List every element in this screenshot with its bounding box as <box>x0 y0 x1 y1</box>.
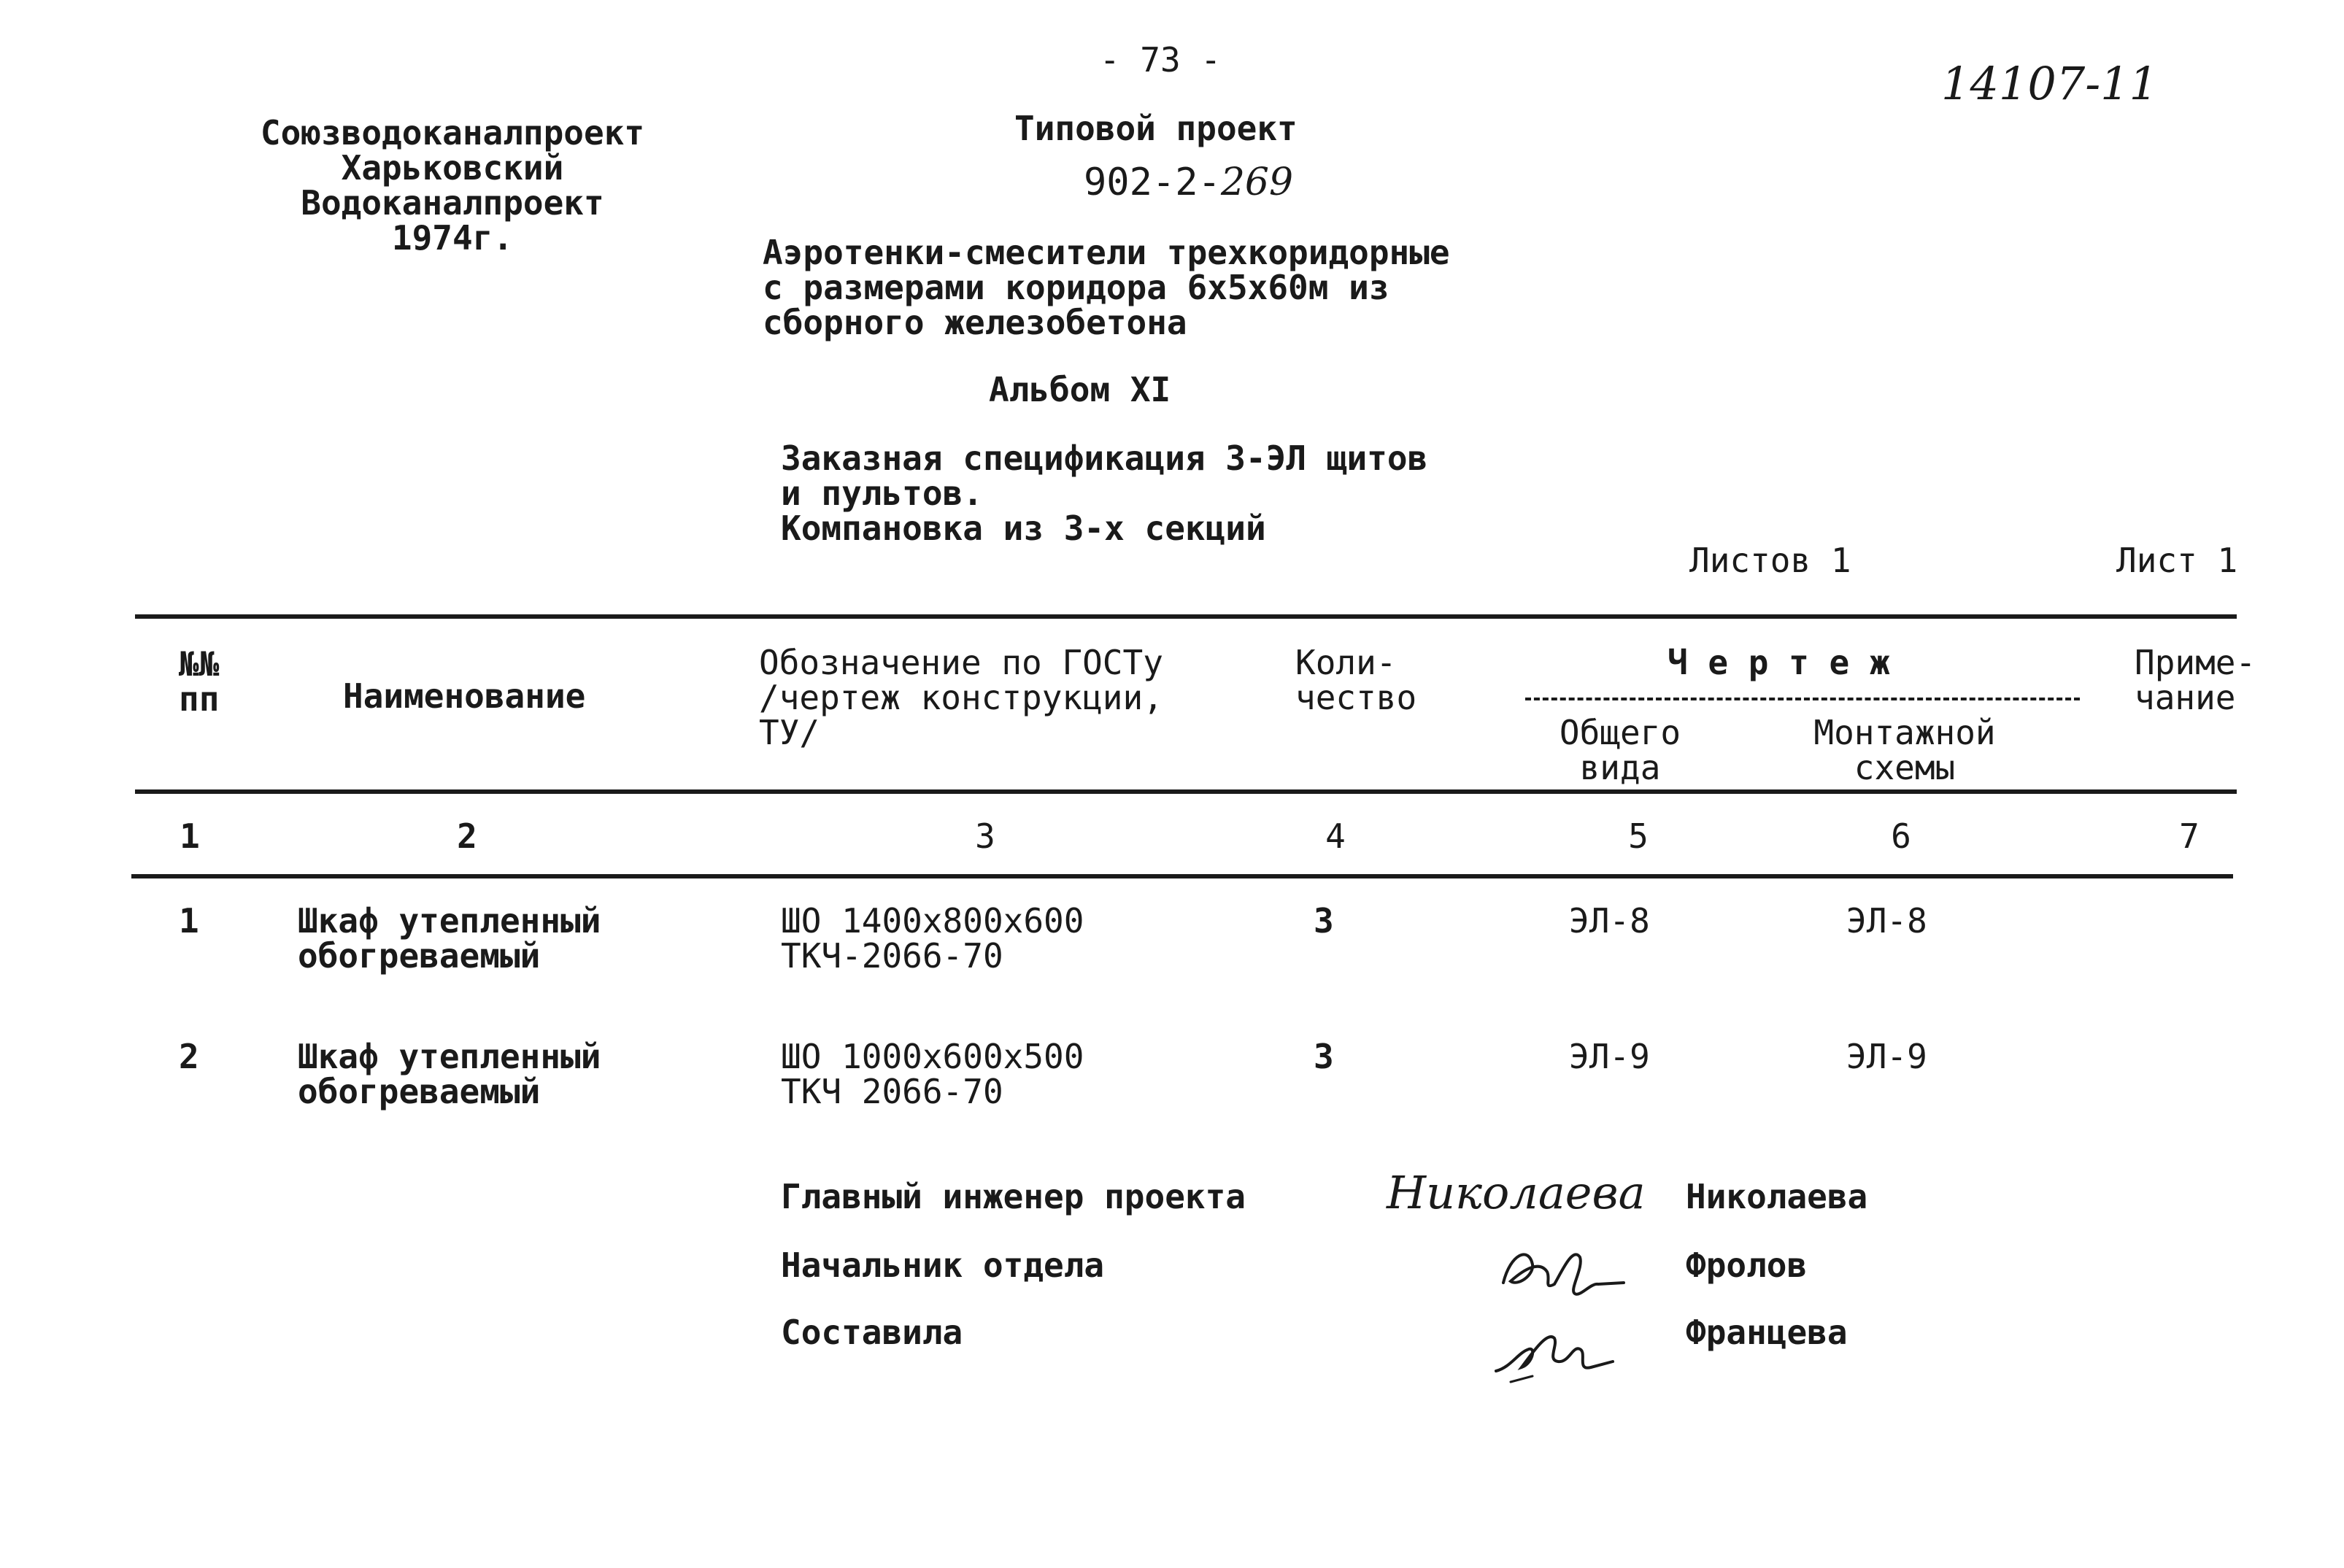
header-designation <box>759 645 1163 750</box>
header-quantity <box>1295 645 1416 715</box>
column-number: 6 <box>1891 816 1911 856</box>
row-1-name-line: Шкаф утепленный <box>298 901 601 941</box>
row-2-designation-line: ТКЧ 2066-70 <box>781 1072 1003 1111</box>
row-1-num: 1 <box>179 901 199 941</box>
row-1-name-line: обогреваемый <box>298 936 541 976</box>
organization-line: Водоканалпроект <box>301 183 604 223</box>
handwritten-signature <box>1489 1232 1635 1305</box>
table-numbering-rule <box>131 874 2233 878</box>
row-1-general-view: ЭЛ-8 <box>1569 901 1650 941</box>
header-general-view <box>1518 715 1722 785</box>
row-2-name <box>298 1039 601 1109</box>
album-label: Альбом XI <box>989 370 1171 409</box>
sheet-number: Лист 1 <box>2116 541 2238 580</box>
project-title-line: Аэротенки-смесители трехкоридорные <box>763 233 1450 272</box>
table-top-rule <box>135 614 2237 619</box>
header-general-view-line: Общего <box>1559 713 1681 752</box>
organization-block <box>219 113 686 258</box>
column-number: 4 <box>1325 816 1346 856</box>
header-quantity-line: чество <box>1295 678 1417 717</box>
project-title-line: сборного железобетона <box>763 303 1187 342</box>
project-number <box>1084 162 1293 203</box>
project-number-suffix: 269 <box>1220 161 1294 204</box>
row-1-designation-line: ШО 1400х800х600 <box>781 901 1084 941</box>
row-2-name-line: Шкаф утепленный <box>298 1037 601 1076</box>
handwritten-signature <box>1489 1309 1635 1389</box>
header-name: Наименование <box>343 676 586 716</box>
organization-line: Союзводоканалпроект <box>260 113 645 152</box>
project-type-label: Типовой проект <box>1014 109 1298 148</box>
header-num-line: №№ <box>179 644 220 684</box>
signature-role: Начальник отдела <box>781 1245 1105 1285</box>
header-designation-line: Обозначение по ГОСТу <box>759 643 1163 682</box>
column-number: 1 <box>180 816 200 856</box>
signature-name: Францева <box>1686 1313 1848 1352</box>
document-subject <box>781 441 1427 546</box>
column-number: 2 <box>457 816 477 856</box>
handwritten-signature: Николаева <box>1387 1166 1646 1219</box>
row-1-quantity: 3 <box>1314 901 1334 941</box>
header-num-line: пп <box>179 679 220 719</box>
column-number: 3 <box>975 816 995 856</box>
project-title <box>763 235 1450 340</box>
column-number: 5 <box>1628 816 1649 856</box>
header-quantity-line: Коли- <box>1295 643 1397 682</box>
column-number: 7 <box>2179 816 2200 856</box>
row-2-quantity: 3 <box>1314 1037 1334 1076</box>
row-2-general-view: ЭЛ-9 <box>1569 1037 1650 1076</box>
row-2-mounting-scheme: ЭЛ-9 <box>1846 1037 1927 1076</box>
header-designation-line: /чертеж конструкции, <box>759 678 1163 717</box>
signature-role: Составила <box>781 1313 963 1352</box>
row-2-designation-line: ШО 1000х600х500 <box>781 1037 1084 1076</box>
header-general-view-line: вида <box>1579 748 1661 787</box>
header-mounting-scheme-line: схемы <box>1854 748 1956 787</box>
row-1-mounting-scheme: ЭЛ-8 <box>1846 901 1927 941</box>
signature-name: Фролов <box>1686 1245 1808 1285</box>
header-note <box>2135 645 2256 715</box>
row-2-num: 2 <box>179 1037 199 1076</box>
row-1-designation <box>781 901 1084 976</box>
header-note-line: Приме- <box>2135 643 2256 682</box>
header-mounting-scheme <box>1781 715 2029 785</box>
project-title-line: с размерами коридора 6х5х60м из <box>763 268 1389 307</box>
row-1-designation-line: ТКЧ-2066-70 <box>781 936 1003 976</box>
row-2-name-line: обогреваемый <box>298 1072 541 1111</box>
subject-line: Заказная спецификация 3-ЭЛ щитов <box>781 439 1428 478</box>
archive-number: 14107-11 <box>1941 57 2159 110</box>
header-mounting-scheme-line: Монтажной <box>1813 713 1996 752</box>
subject-line: и пультов. <box>781 474 983 513</box>
row-2-designation <box>781 1039 1084 1109</box>
header-drawings: Ч е р т е ж <box>1668 643 1890 682</box>
page-number: - 73 - <box>1099 40 1222 80</box>
table-header-rule <box>135 789 2237 794</box>
organization-line: Харьковский <box>341 148 564 188</box>
row-1-name <box>298 901 601 976</box>
header-designation-line: ТУ/ <box>759 713 820 752</box>
subject-line: Компановка из 3-х секций <box>781 509 1266 548</box>
signature-name: Николаева <box>1686 1177 1868 1216</box>
header-num <box>179 646 219 717</box>
sheets-total: Листов 1 <box>1689 541 1851 580</box>
drawings-divider <box>1525 698 2080 700</box>
project-number-prefix: 902-2- <box>1084 161 1221 204</box>
organization-year: 1974г. <box>391 218 514 258</box>
signature-role: Главный инженер проекта <box>781 1177 1246 1216</box>
header-note-line: чание <box>2135 678 2236 717</box>
